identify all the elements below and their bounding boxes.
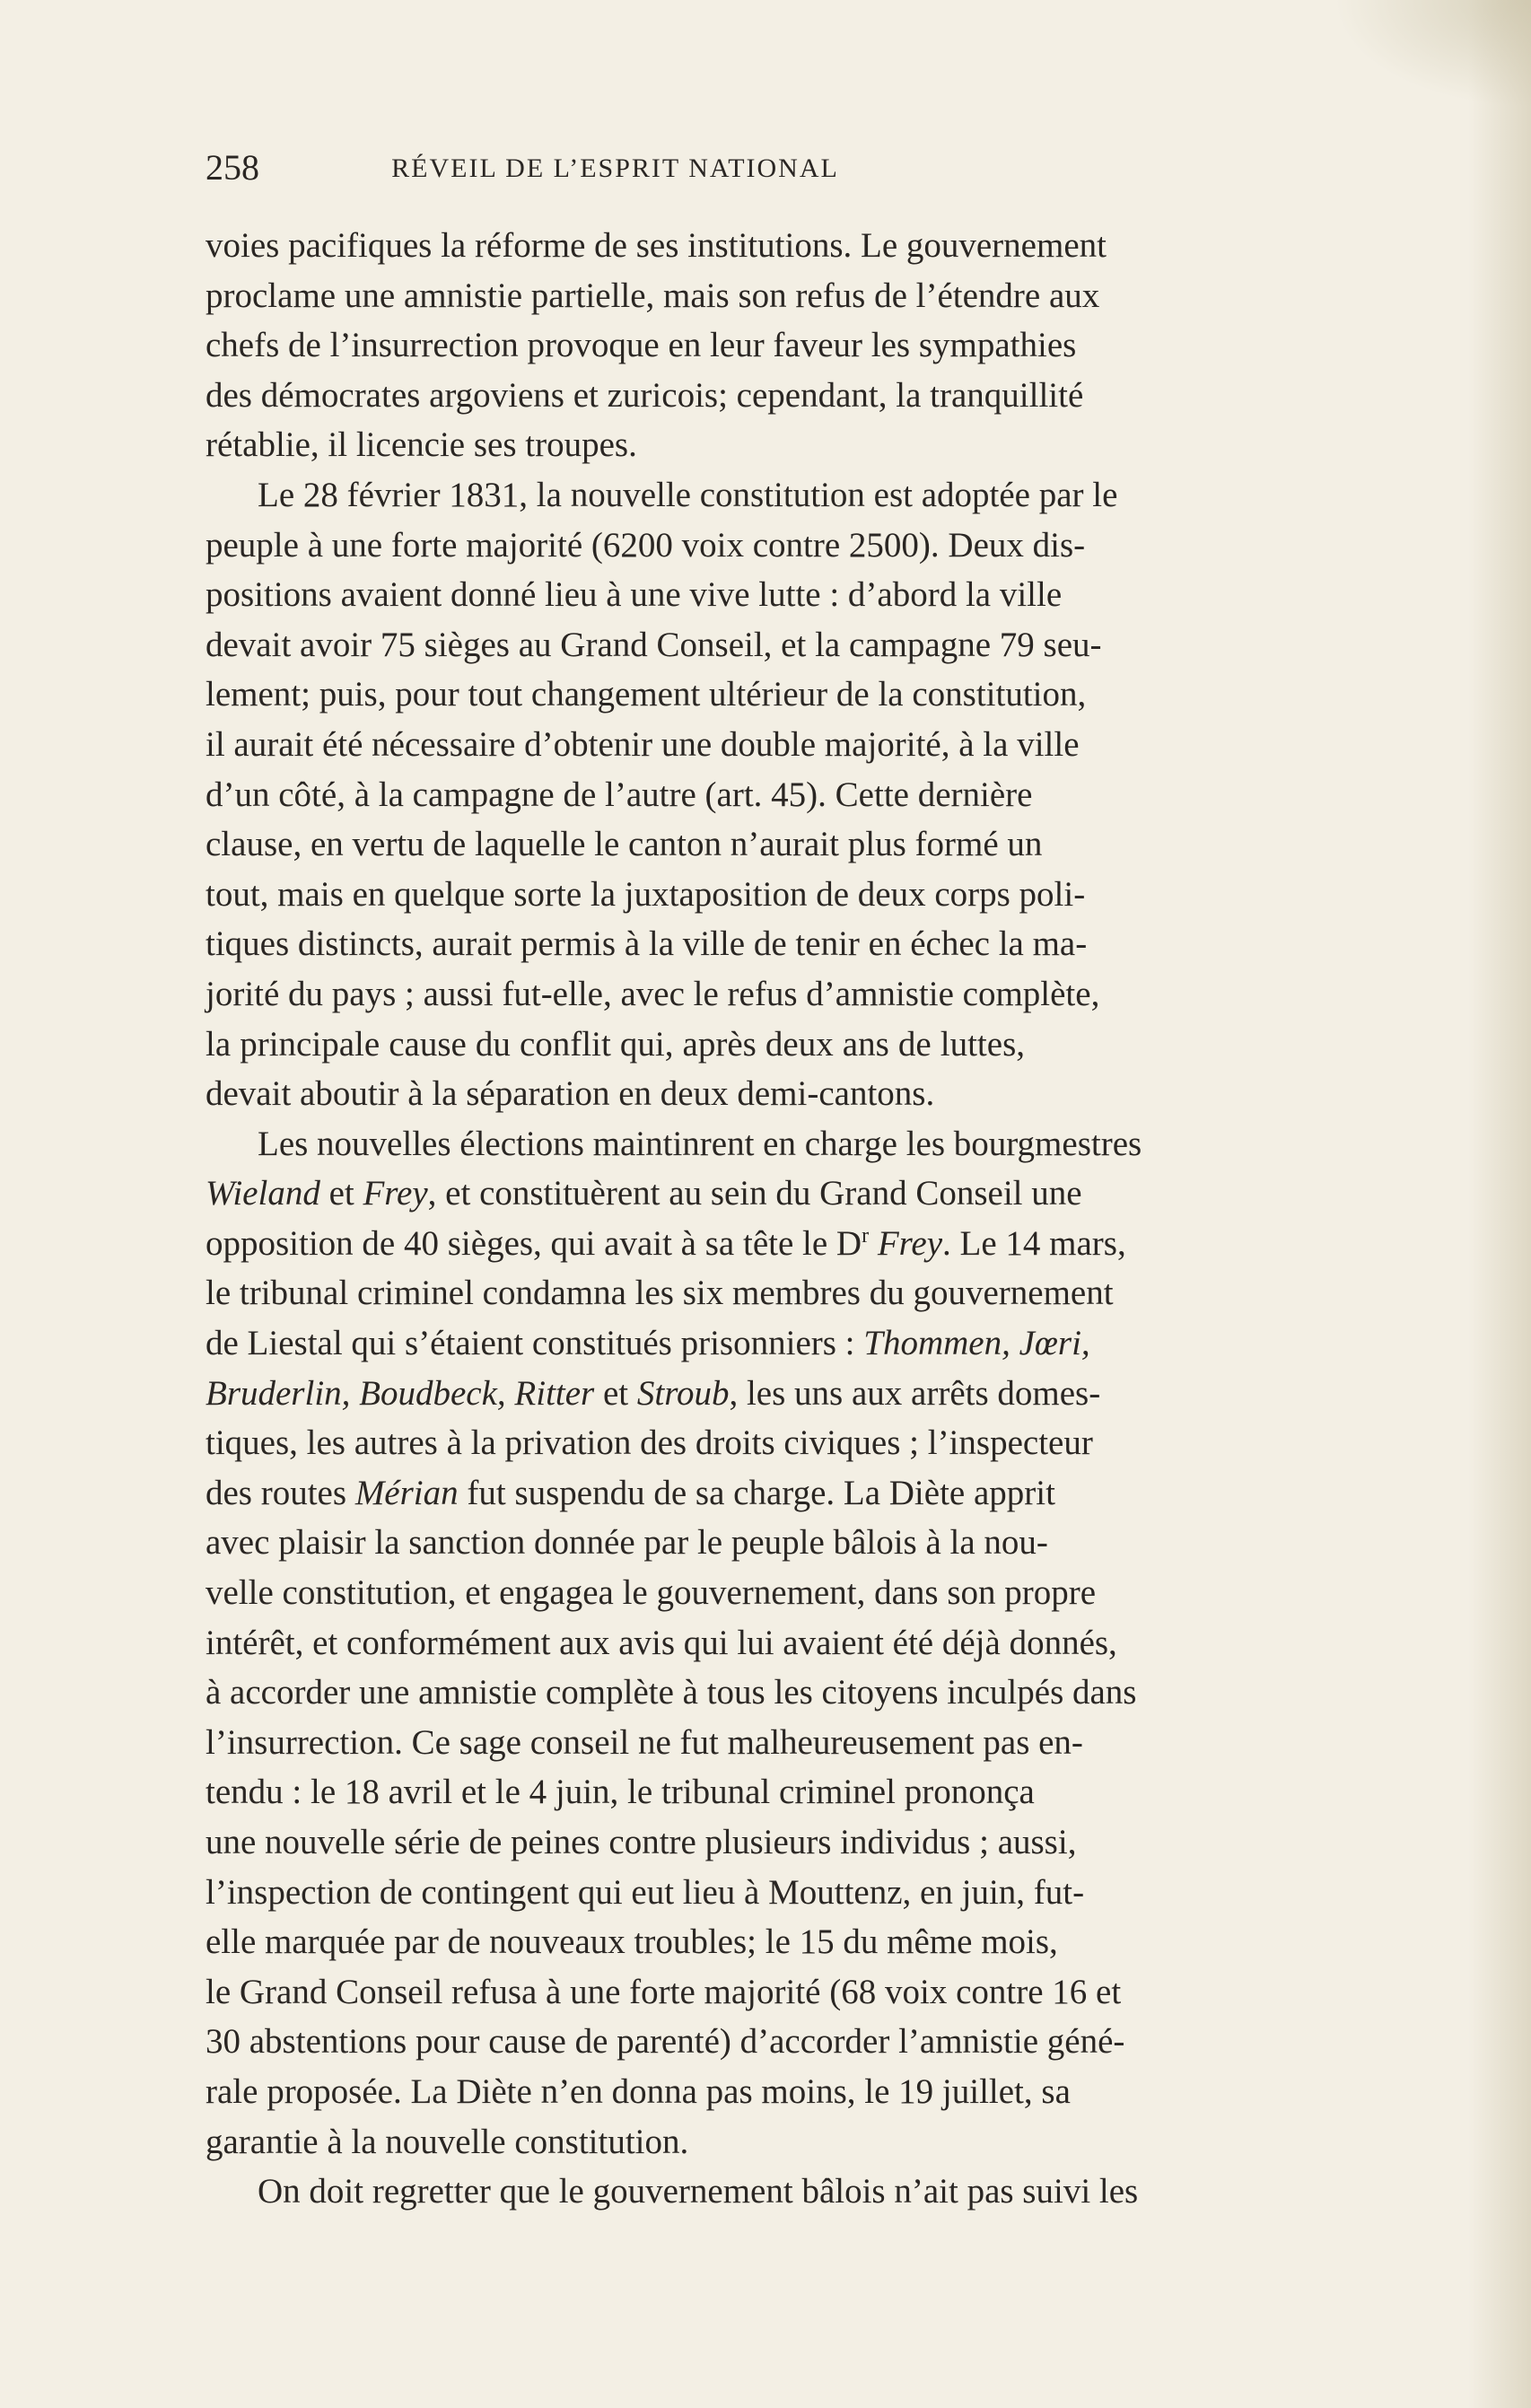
text-run: l’insurrection. Ce sage conseil ne fut malheureusement pas en-	[206, 1722, 1083, 1762]
text-run: chefs de l’insurrection provoque en leur faveur les sympathies	[206, 326, 1077, 365]
text-run: d’un côté, à la campagne de l’autre (art. 45). Cette dernière	[206, 775, 1033, 814]
paragraph	[206, 221, 1107, 470]
text-run: , et constituèrent au sein du Grand Conseil une	[427, 1174, 1082, 1213]
paragraph	[206, 2167, 1139, 2217]
text-line	[206, 1917, 1058, 1967]
text-line	[206, 1219, 1126, 1269]
page-number: 258	[206, 147, 259, 188]
text-line	[206, 1020, 1025, 1070]
text-run: clause, en vertu de laquelle le canton n’aurait plus formé un	[206, 825, 1043, 864]
text-run: et	[594, 1373, 637, 1413]
text-run: lement; puis, pour tout changement ultérieur de la constitution,	[206, 675, 1087, 714]
text-line	[206, 819, 1043, 870]
page-edge-shadow	[1468, 0, 1531, 2408]
text-run: , les uns aux arrêts domes-	[729, 1373, 1101, 1413]
text-line	[206, 1318, 1090, 1369]
text-line	[206, 1418, 1093, 1468]
text-run: rale proposée. La Diète n’en donna pas moins, le 19 juillet, sa	[206, 2071, 1071, 2111]
text-line	[206, 2167, 1139, 2217]
text-run: Le 28 février 1831, la nouvelle constitution est adoptée par le	[258, 475, 1118, 514]
superscript: r	[862, 1223, 870, 1248]
text-run: positions avaient donné lieu à une vive lutte : d’abord la ville	[206, 575, 1063, 615]
text-run: Les nouvelles élections maintinrent en charge les bourgmestres	[258, 1124, 1142, 1163]
text-run	[869, 1224, 878, 1263]
text-line	[206, 1718, 1083, 1768]
text-line	[206, 919, 1088, 969]
text-line	[206, 1618, 1117, 1668]
text-line	[206, 2117, 1025, 2167]
text-run: opposition de 40 sièges, qui avait à sa tête le D	[206, 1223, 862, 1263]
text-line	[206, 1767, 1035, 1817]
text-run: velle constitution, et engagea le gouvernement, dans son propre	[206, 1573, 1097, 1613]
text-line	[206, 221, 1107, 271]
text-line	[206, 1668, 1137, 1718]
text-line	[206, 620, 1102, 670]
text-run: de Liestal qui s’étaient constitués prisonniers :	[206, 1324, 864, 1363]
text-line	[206, 870, 1086, 920]
text-run: l’inspection de contingent qui eut lieu à Mouttenz, en juin, fut-	[206, 1872, 1085, 1912]
text-line	[206, 1468, 1055, 1519]
text-line	[206, 2017, 1125, 2067]
text-line	[206, 570, 1063, 620]
text-line	[206, 1817, 1077, 1868]
text-run: intérêt, et conformément aux avis qui lui avaient été déjà donnés,	[206, 1623, 1117, 1662]
text-run: . Le 14 mars,	[942, 1223, 1126, 1263]
text-run: fut suspendu de sa charge. La Diète apprit	[458, 1473, 1055, 1512]
text-run: à accorder une amnistie complète à tous les citoyens inculpés dans	[206, 1673, 1137, 1712]
italic-name: Thommen, Jœri,	[863, 1324, 1090, 1363]
text-line	[206, 1069, 1025, 1119]
text-run: il aurait été nécessaire d’obtenir une double majorité, à la ville	[206, 724, 1080, 764]
text-run: peuple à une forte majorité (6200 voix contre 2500). Deux dis-	[206, 525, 1086, 565]
italic-name: Stroub	[636, 1373, 730, 1413]
text-run: jorité du pays ; aussi fut-elle, avec le refus d’amnistie complète,	[206, 974, 1100, 1013]
text-run: tiques, les autres à la privation des droits civiques ; l’inspecteur	[206, 1423, 1093, 1463]
text-run: et	[319, 1174, 363, 1213]
text-run: des démocrates argoviens et zuricois; cependant, la tranquillité	[206, 375, 1084, 415]
text-run: avec plaisir la sanction donnée par le peuple bâlois à la nou-	[206, 1523, 1048, 1563]
text-line	[206, 1518, 1048, 1568]
text-line	[206, 670, 1087, 720]
text-run: proclame une amnistie partielle, mais son refus de l’étendre aux	[206, 276, 1100, 315]
italic-name: Frey	[877, 1223, 943, 1263]
text-line	[206, 271, 1100, 321]
text-line	[206, 770, 1033, 820]
text-run: une nouvelle série de peines contre plusieurs individus ; aussi,	[206, 1823, 1077, 1861]
paragraph	[206, 1119, 1142, 2167]
text-run: devait avoir 75 sièges au Grand Conseil, et la campagne 79 seu-	[206, 625, 1102, 664]
text-line	[206, 1119, 1142, 1169]
text-line	[206, 1369, 1101, 1419]
text-run: des routes	[206, 1473, 355, 1512]
running-head: RÉVEIL DE L’ESPRIT NATIONAL	[391, 153, 839, 183]
text-line	[206, 2067, 1071, 2117]
text-line	[206, 969, 1100, 1020]
text-run: rétablie, il licencie ses troupes.	[206, 425, 637, 465]
text-run: tiques distincts, aurait permis à la ville de tenir en échec la ma-	[206, 924, 1088, 964]
text-run: le Grand Conseil refusa à une forte majorité (68 voix contre 16 et	[206, 1972, 1122, 2011]
text-run: devait aboutir à la séparation en deux demi-cantons.	[206, 1074, 935, 1114]
text-line	[206, 1268, 1114, 1318]
body-text	[206, 221, 1142, 2217]
text-line	[206, 1868, 1085, 1918]
text-line	[206, 420, 1025, 470]
italic-name: Bruderlin, Boudbeck, Ritter	[206, 1373, 595, 1413]
page-header	[206, 145, 1025, 190]
text-run: tout, mais en quelque sorte la juxtaposition de deux corps poli-	[206, 874, 1086, 914]
text-line	[206, 1568, 1097, 1618]
text-run: On doit regretter que le gouvernement bâlois n’ait pas suivi les	[258, 2172, 1139, 2211]
text-line	[206, 320, 1077, 371]
text-line	[206, 371, 1084, 421]
paragraph	[206, 470, 1118, 1119]
text-run: voies pacifiques la réforme de ses institutions. Le gouvernement	[206, 226, 1107, 265]
text-line	[206, 470, 1118, 521]
text-run: tendu : le 18 avril et le 4 juin, le tribunal criminel prononça	[206, 1773, 1035, 1812]
text-line	[206, 1169, 1082, 1219]
italic-name: Frey	[363, 1174, 428, 1213]
text-run: la principale cause du conflit qui, après deux ans de luttes,	[206, 1024, 1025, 1064]
text-run: 30 abstentions pour cause de parenté) d’accorder l’amnistie géné-	[206, 2022, 1125, 2062]
italic-name: Mérian	[354, 1473, 459, 1512]
text-line	[206, 1967, 1122, 2018]
italic-name: Wieland	[206, 1174, 320, 1213]
text-line	[206, 720, 1080, 770]
text-run: le tribunal criminel condamna les six membres du gouvernement	[206, 1274, 1114, 1313]
text-run: garantie à la nouvelle constitution.	[206, 2122, 689, 2161]
text-line	[206, 521, 1086, 571]
text-run: elle marquée par de nouveaux troubles; le 15 du même mois,	[206, 1922, 1058, 1962]
